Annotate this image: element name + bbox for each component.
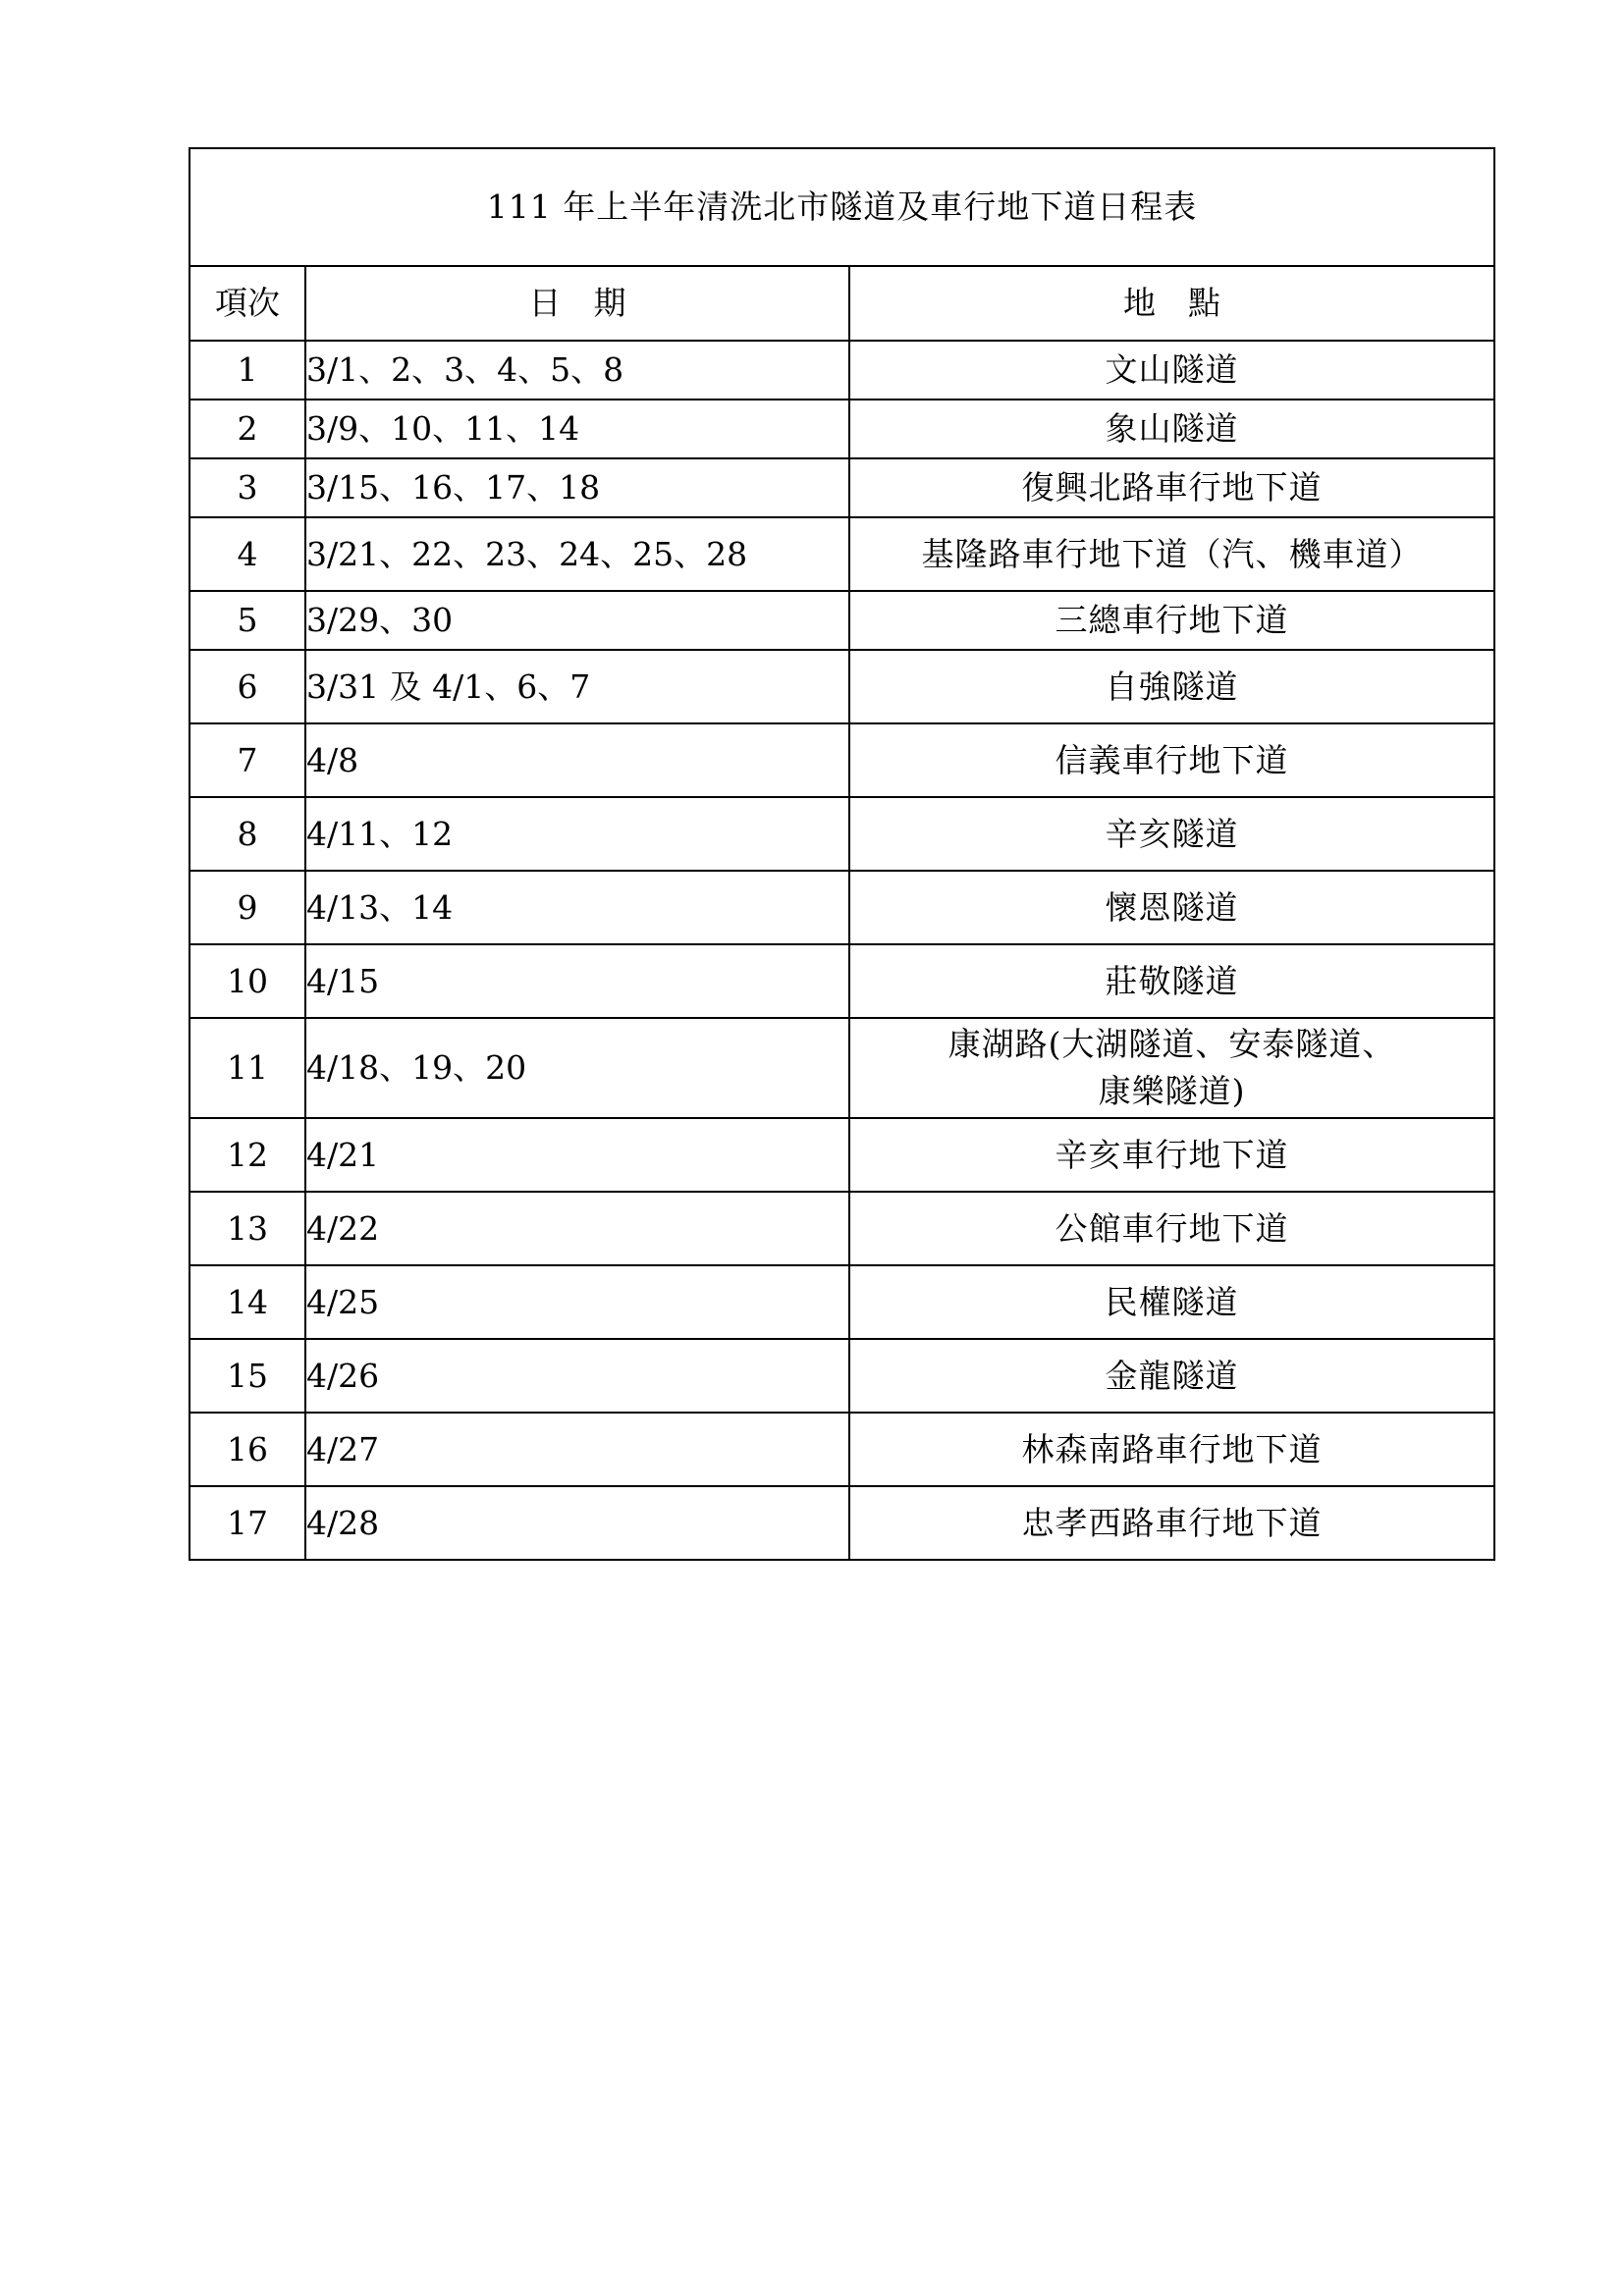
table-row	[189, 517, 1494, 591]
row-date: 4/15	[305, 944, 849, 1018]
row-date: 4/13、14	[305, 871, 849, 944]
row-location: 辛亥隧道	[849, 797, 1494, 871]
row-date: 4/25	[305, 1265, 849, 1339]
table-row	[189, 797, 1494, 871]
row-no: 14	[189, 1265, 305, 1339]
row-no: 15	[189, 1339, 305, 1413]
row-location: 莊敬隧道	[849, 944, 1494, 1018]
row-location: 忠孝西路車行地下道	[849, 1486, 1494, 1560]
row-location-line: 康湖路(大湖隧道、安泰隧道、	[947, 1025, 1396, 1063]
row-location: 象山隧道	[849, 400, 1494, 458]
row-date: 4/11、12	[305, 797, 849, 871]
row-date: 4/28	[305, 1486, 849, 1560]
table-row	[189, 458, 1494, 517]
row-location	[849, 1018, 1494, 1118]
row-location: 三總車行地下道	[849, 591, 1494, 650]
row-no: 6	[189, 650, 305, 723]
row-date: 3/21、22、23、24、25、28	[305, 517, 849, 591]
row-date: 4/26	[305, 1339, 849, 1413]
schedule-table	[189, 147, 1495, 1561]
row-location: 林森南路車行地下道	[849, 1413, 1494, 1486]
row-location: 金龍隧道	[849, 1339, 1494, 1413]
table-row	[189, 1018, 1494, 1118]
table-row	[189, 1413, 1494, 1486]
row-date: 4/21	[305, 1118, 849, 1192]
table-row	[189, 944, 1494, 1018]
table-row	[189, 400, 1494, 458]
table-row	[189, 591, 1494, 650]
row-date: 3/9、10、11、14	[305, 400, 849, 458]
header-date: 日 期	[305, 266, 849, 341]
row-date: 3/31 及 4/1、6、7	[305, 650, 849, 723]
row-location: 自強隧道	[849, 650, 1494, 723]
row-location: 信義車行地下道	[849, 723, 1494, 797]
table-row	[189, 1339, 1494, 1413]
row-location-line: 康樂隧道)	[1098, 1072, 1246, 1110]
row-no: 2	[189, 400, 305, 458]
row-no: 8	[189, 797, 305, 871]
row-no: 7	[189, 723, 305, 797]
table-row	[189, 1118, 1494, 1192]
row-location: 文山隧道	[849, 341, 1494, 400]
row-date: 4/8	[305, 723, 849, 797]
row-date: 3/1、2、3、4、5、8	[305, 341, 849, 400]
row-location: 辛亥車行地下道	[849, 1118, 1494, 1192]
row-date: 4/27	[305, 1413, 849, 1486]
table-row	[189, 871, 1494, 944]
table-title: 111 年上半年清洗北市隧道及車行地下道日程表	[189, 148, 1494, 266]
table-row	[189, 1265, 1494, 1339]
row-location: 懷恩隧道	[849, 871, 1494, 944]
table-row	[189, 650, 1494, 723]
table-row	[189, 723, 1494, 797]
row-date: 4/18、19、20	[305, 1018, 849, 1118]
row-no: 12	[189, 1118, 305, 1192]
row-date: 4/22	[305, 1192, 849, 1265]
header-location: 地 點	[849, 266, 1494, 341]
title-row	[189, 148, 1494, 266]
row-no: 4	[189, 517, 305, 591]
row-location: 復興北路車行地下道	[849, 458, 1494, 517]
row-no: 13	[189, 1192, 305, 1265]
header-no: 項次	[189, 266, 305, 341]
row-no: 10	[189, 944, 305, 1018]
row-date: 3/29、30	[305, 591, 849, 650]
header-row	[189, 266, 1494, 341]
row-no: 1	[189, 341, 305, 400]
row-no: 11	[189, 1018, 305, 1118]
row-date: 3/15、16、17、18	[305, 458, 849, 517]
row-no: 17	[189, 1486, 305, 1560]
row-no: 3	[189, 458, 305, 517]
table-row	[189, 1192, 1494, 1265]
row-no: 16	[189, 1413, 305, 1486]
row-location: 基隆路車行地下道（汽、機車道）	[849, 517, 1494, 591]
row-location: 公館車行地下道	[849, 1192, 1494, 1265]
table-row	[189, 341, 1494, 400]
row-location: 民權隧道	[849, 1265, 1494, 1339]
row-no: 9	[189, 871, 305, 944]
row-no: 5	[189, 591, 305, 650]
table-row	[189, 1486, 1494, 1560]
